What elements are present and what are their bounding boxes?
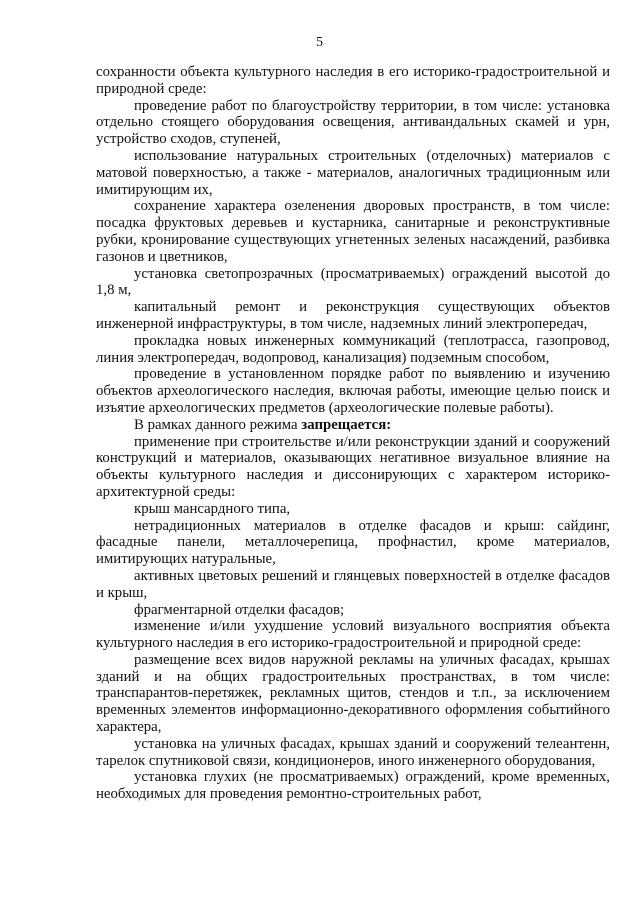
prohibited-keyword: запрещается:	[301, 416, 392, 433]
prohibited-item-mansard-roofs: крыш мансардного типа,	[134, 500, 291, 517]
prohibited-item-solid-fences: установка глухих (не просматриваемых) ограждений, кроме временных, необходимых для проведения ремонтно-строительных работ,	[96, 769, 610, 803]
prohibited-item-advertising: размещение всех видов наружной рекламы на уличных фасадах, крышах зданий и на общих градостроительных пространствах, в том числе: транспарантов-перетяжек, рекламных щитов, стендов и т.п., за исключением временных элементов информационно-декоративного оформления событийного характера,	[96, 651, 610, 736]
prohibited-heading	[96, 417, 610, 434]
list-item-greenery: сохранение характера озеленения дворовых пространств, в том числе: посадка фруктовых деревьев и кустарника, санитарные и реконструктивные рубки, кронирование существующих угнетенных зеленых насаждений, разбивка газонов и цветников,	[96, 198, 610, 265]
list-item-archaeology: проведение в установленном порядке работ по выявлению и изучению объектов археологического наследия, включая работы, имеющие целью поиск и изъятие археологических предметов (археологические полевые работы).	[96, 366, 610, 416]
prohibited-item-antennas: установка на уличных фасадах, крышах зданий и сооружений телеантенн, тарелок спутниковой связи, кондиционеров, иного инженерного оборудования,	[96, 735, 610, 769]
prohibited-heading-text: В рамках данного режима	[134, 416, 302, 433]
list-item-transparent-fences: установка светопрозрачных (просматриваемых) ограждений высотой до 1,8 м,	[96, 265, 610, 299]
prohibited-item-visual-perception: изменение и/или ухудшение условий визуального восприятия объекта культурного наследия в его историко-градостроительной и природной среде:	[96, 618, 610, 652]
prohibited-item-fragmentary-finish: фрагментарной отделки фасадов;	[134, 601, 345, 618]
paragraph-continuation: сохранности объекта культурного наследия в его историко-градостроительной и природной среде:	[96, 64, 610, 97]
prohibited-item-nontraditional-materials: нетрадиционных материалов в отделке фасадов и крыш: сайдинг, фасадные панели, металлочерепица, профнастил, кроме материалов, имитирующих натуральные,	[96, 517, 610, 568]
prohibited-item-active-colors: активных цветовых решений и глянцевых поверхностей в отделке фасадов и крыш,	[96, 567, 610, 601]
list-item-infrastructure-repair: капитальный ремонт и реконструкция существующих объектов инженерной инфраструктуры, в том числе, надземных линий электропередач,	[96, 299, 610, 332]
list-item-natural-materials: использование натуральных строительных (отделочных) материалов с матовой поверхностью, а также - материалов, аналогичных традиционным или имитирующим их,	[96, 147, 610, 198]
list-item-underground-utilities: прокладка новых инженерных коммуникаций (теплотрасса, газопровод, линия электропередач, водопровод, канализация) подземным способом,	[96, 332, 610, 366]
prohibited-item-materials: применение при строительстве и/или реконструкции зданий и сооружений конструкций и материалов, оказывающих негативное визуальное влияние на объекты культурного наследия и диссонирующих с характером историко-архитектурной среды:	[96, 433, 610, 500]
list-item-landscaping: проведение работ по благоустройству территории, в том числе: установка отдельно стоящего оборудования освещения, антивандальных скамей и урн, устройство сходов, ступеней,	[96, 97, 610, 148]
document-body	[96, 64, 610, 803]
page-number: 5	[316, 35, 323, 50]
